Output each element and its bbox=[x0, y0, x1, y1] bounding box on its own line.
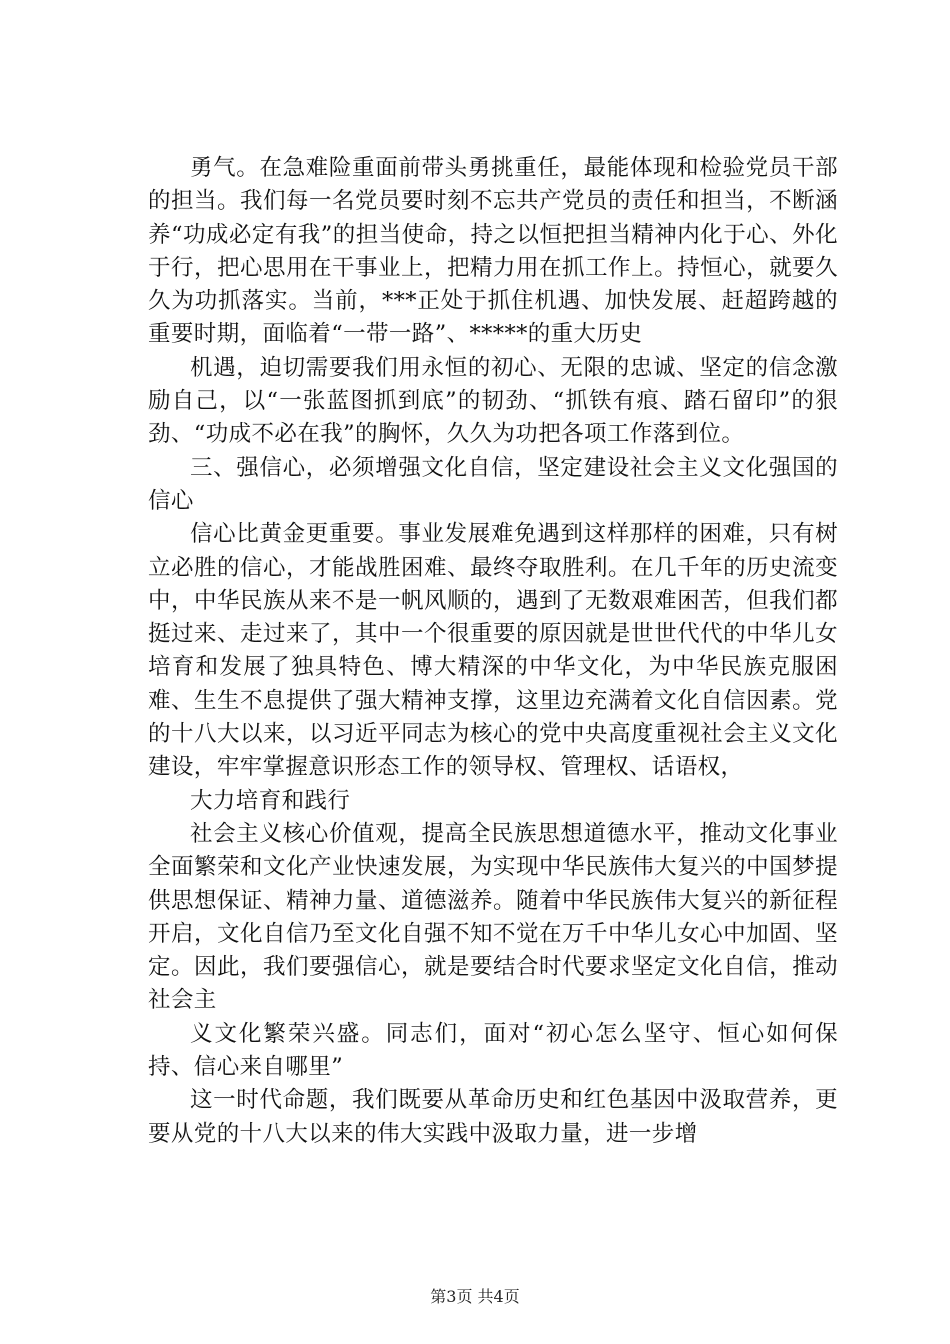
paragraph: 机遇，迫切需要我们用永恒的初心、无限的忠诚、坚定的信念激励自己，以“一张蓝图抓到底”的韧劲、“抓铁有痕、踏石留印”的狠劲、“功成不必在我”的胸怀，久久为功把各项工作落到位。 bbox=[148, 354, 838, 448]
page-number: 第3页 共4页 bbox=[430, 1287, 520, 1306]
document-body bbox=[148, 152, 838, 1151]
paragraph: 社会主义核心价值观，提高全民族思想道德水平，推动文化事业全面繁荣和文化产业快速发展，为实现中华民族伟大复兴的中国梦提供思想保证、精神力量、道德滋养。随着中华民族伟大复兴的新征程开启，文化自信乃至文化自强不知不觉在万千中华儿女心中加固、坚定。因此，我们要强信心，就是要结合时代要求坚定文化自信，推动社会主 bbox=[148, 820, 838, 1014]
paragraph: 义文化繁荣兴盛。同志们，面对“初心怎么坚守、恒心如何保持、信心来自哪里” bbox=[148, 1020, 838, 1081]
paragraph: 信心比黄金更重要。事业发展难免遇到这样那样的困难，只有树立必胜的信心，才能战胜困难、最终夺取胜利。在几千年的历史流变中，中华民族从来不是一帆风顺的，遇到了无数艰难困苦，但我们都挺过来、走过来了，其中一个很重要的原因就是世世代代的中华儿女培育和发展了独具特色、博大精深的中华文化，为中华民族克服困难、生生不息提供了强大精神支撑，这里边充满着文化自信因素。党的十八大以来，以习近平同志为核心的党中央高度重视社会主义文化建设，牢牢掌握意识形态工作的领导权、管理权、话语权， bbox=[148, 521, 838, 781]
paragraph: 勇气。在急难险重面前带头勇挑重任，最能体现和检验党员干部的担当。我们每一名党员要时刻不忘共产党员的责任和担当，不断涵养“功成必定有我”的担当使命，持之以恒把担当精神内化于心、外化于行，把心思用在干事业上，把精力用在抓工作上。持恒心，就要久久为功抓落实。当前，***正处于抓住机遇、加快发展、赶超跨越的重要时期，面临着“一带一路”、*****的重大历史 bbox=[148, 155, 838, 348]
section-heading: 三、强信心，必须增强文化自信，坚定建设社会主义文化强国的信心 bbox=[148, 454, 838, 514]
paragraph: 这一时代命题，我们既要从革命历史和红色基因中汲取营养，更要从党的十八大以来的伟大实践中汲取力量，进一步增 bbox=[148, 1087, 838, 1147]
paragraph: 大力培育和践行 bbox=[190, 787, 351, 814]
page-footer bbox=[0, 1284, 950, 1307]
